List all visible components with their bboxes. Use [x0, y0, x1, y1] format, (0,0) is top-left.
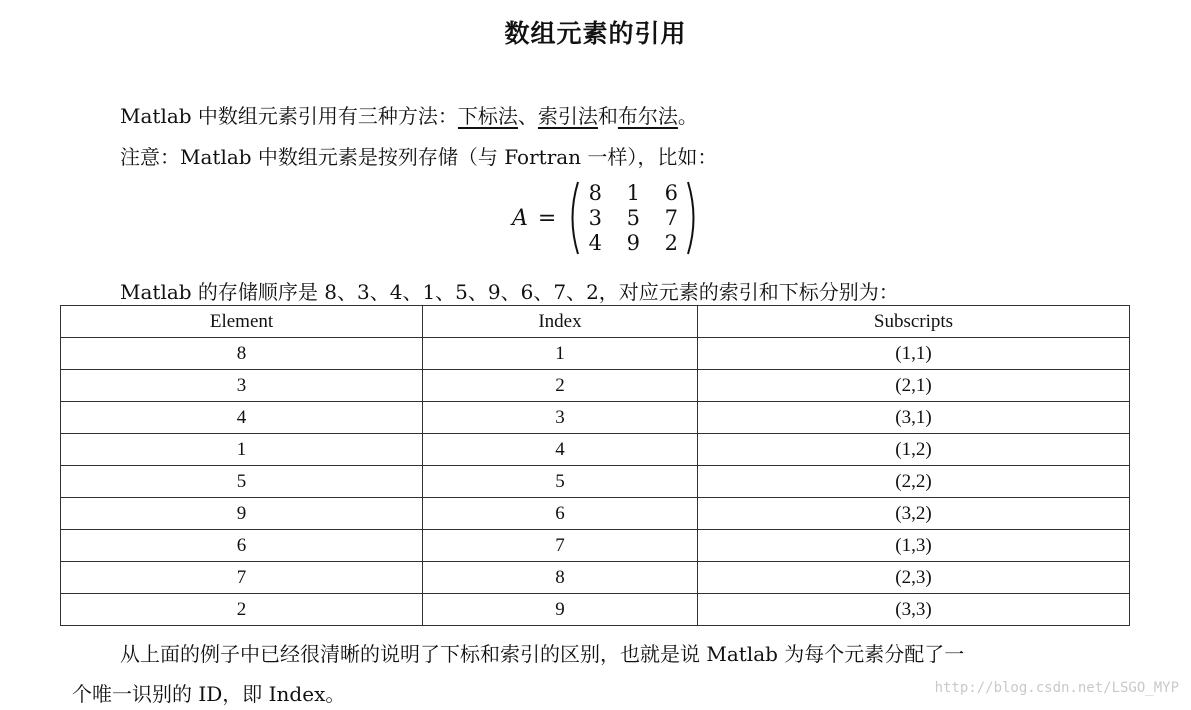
matrix-cell: 2 [664, 230, 679, 255]
matrix-cell: 4 [588, 230, 603, 255]
table-row [61, 530, 1130, 562]
storage-order-paragraph: Matlab 的存储顺序是 8、3、4、1、5、9、6、7、2，对应元素的索引和下标分别为： [120, 280, 899, 304]
cell-index: 6 [423, 498, 698, 530]
method-boolean: 布尔法 [617, 104, 678, 128]
cell-subscripts: (3,2) [698, 498, 1130, 530]
table-row [61, 562, 1130, 594]
cell-subscripts: (2,1) [698, 370, 1130, 402]
table-row [61, 370, 1130, 402]
cell-element: 8 [61, 338, 423, 370]
cell-element: 3 [61, 370, 423, 402]
table-row [61, 498, 1130, 530]
cell-subscripts: (1,3) [698, 530, 1130, 562]
matrix-cell: 3 [588, 205, 603, 230]
method-subscript: 下标法 [457, 104, 518, 128]
cell-subscripts: (1,1) [698, 338, 1130, 370]
cell-element: 7 [61, 562, 423, 594]
table-row [61, 466, 1130, 498]
element-index-table [60, 305, 1130, 626]
intro-end: 。 [677, 104, 698, 128]
matrix-variable: A [512, 205, 528, 231]
cell-subscripts: (3,1) [698, 402, 1130, 434]
cell-element: 1 [61, 434, 423, 466]
matrix-cell: 7 [664, 205, 679, 230]
matrix-cell: 5 [626, 205, 641, 230]
header-subscripts: Subscripts [698, 306, 1130, 338]
header-element: Element [61, 306, 423, 338]
intro-prefix: Matlab 中数组元素引用有三种方法： [120, 104, 458, 128]
table-row [61, 402, 1130, 434]
cell-index: 9 [423, 594, 698, 626]
cell-element: 2 [61, 594, 423, 626]
table-header-row [61, 306, 1130, 338]
note-paragraph: 注意：Matlab 中数组元素是按列存储（与 Fortran 一样），比如： [120, 145, 718, 169]
cell-element: 4 [61, 402, 423, 434]
cell-index: 8 [423, 562, 698, 594]
cell-index: 5 [423, 466, 698, 498]
table-body [61, 338, 1130, 626]
cell-index: 7 [423, 530, 698, 562]
matrix-grid [576, 181, 690, 256]
cell-subscripts: (2,2) [698, 466, 1130, 498]
cell-index: 1 [423, 338, 698, 370]
right-paren-icon [686, 180, 700, 256]
matrix-cell: 6 [664, 180, 679, 205]
conclusion-line-1: 从上面的例子中已经很清晰的说明了下标和索引的区别，也就是说 Matlab 为每个元素分配了一 [120, 642, 965, 666]
cell-element: 5 [61, 466, 423, 498]
matrix-cell: 9 [626, 230, 641, 255]
cell-index: 4 [423, 434, 698, 466]
watermark: http://blog.csdn.net/LSGO_MYP [934, 680, 1179, 696]
method-index: 索引法 [537, 104, 598, 128]
equals-sign: = [537, 205, 557, 231]
intro-separator-2: 和 [597, 104, 618, 128]
table-row [61, 434, 1130, 466]
matrix-cell: 8 [588, 180, 603, 205]
cell-subscripts: (2,3) [698, 562, 1130, 594]
matrix-equation [512, 180, 700, 256]
cell-index: 2 [423, 370, 698, 402]
cell-element: 9 [61, 498, 423, 530]
cell-subscripts: (3,3) [698, 594, 1130, 626]
cell-element: 6 [61, 530, 423, 562]
conclusion-line-2: 个唯一识别的 ID，即 Index。 [72, 682, 346, 706]
table-row [61, 338, 1130, 370]
intro-paragraph [120, 100, 698, 129]
header-index: Index [423, 306, 698, 338]
cell-subscripts: (1,2) [698, 434, 1130, 466]
cell-index: 3 [423, 402, 698, 434]
table-row [61, 594, 1130, 626]
matrix-cell: 1 [626, 180, 641, 205]
intro-separator-1: 、 [517, 104, 538, 128]
page-title: 数组元素的引用 [504, 19, 687, 48]
